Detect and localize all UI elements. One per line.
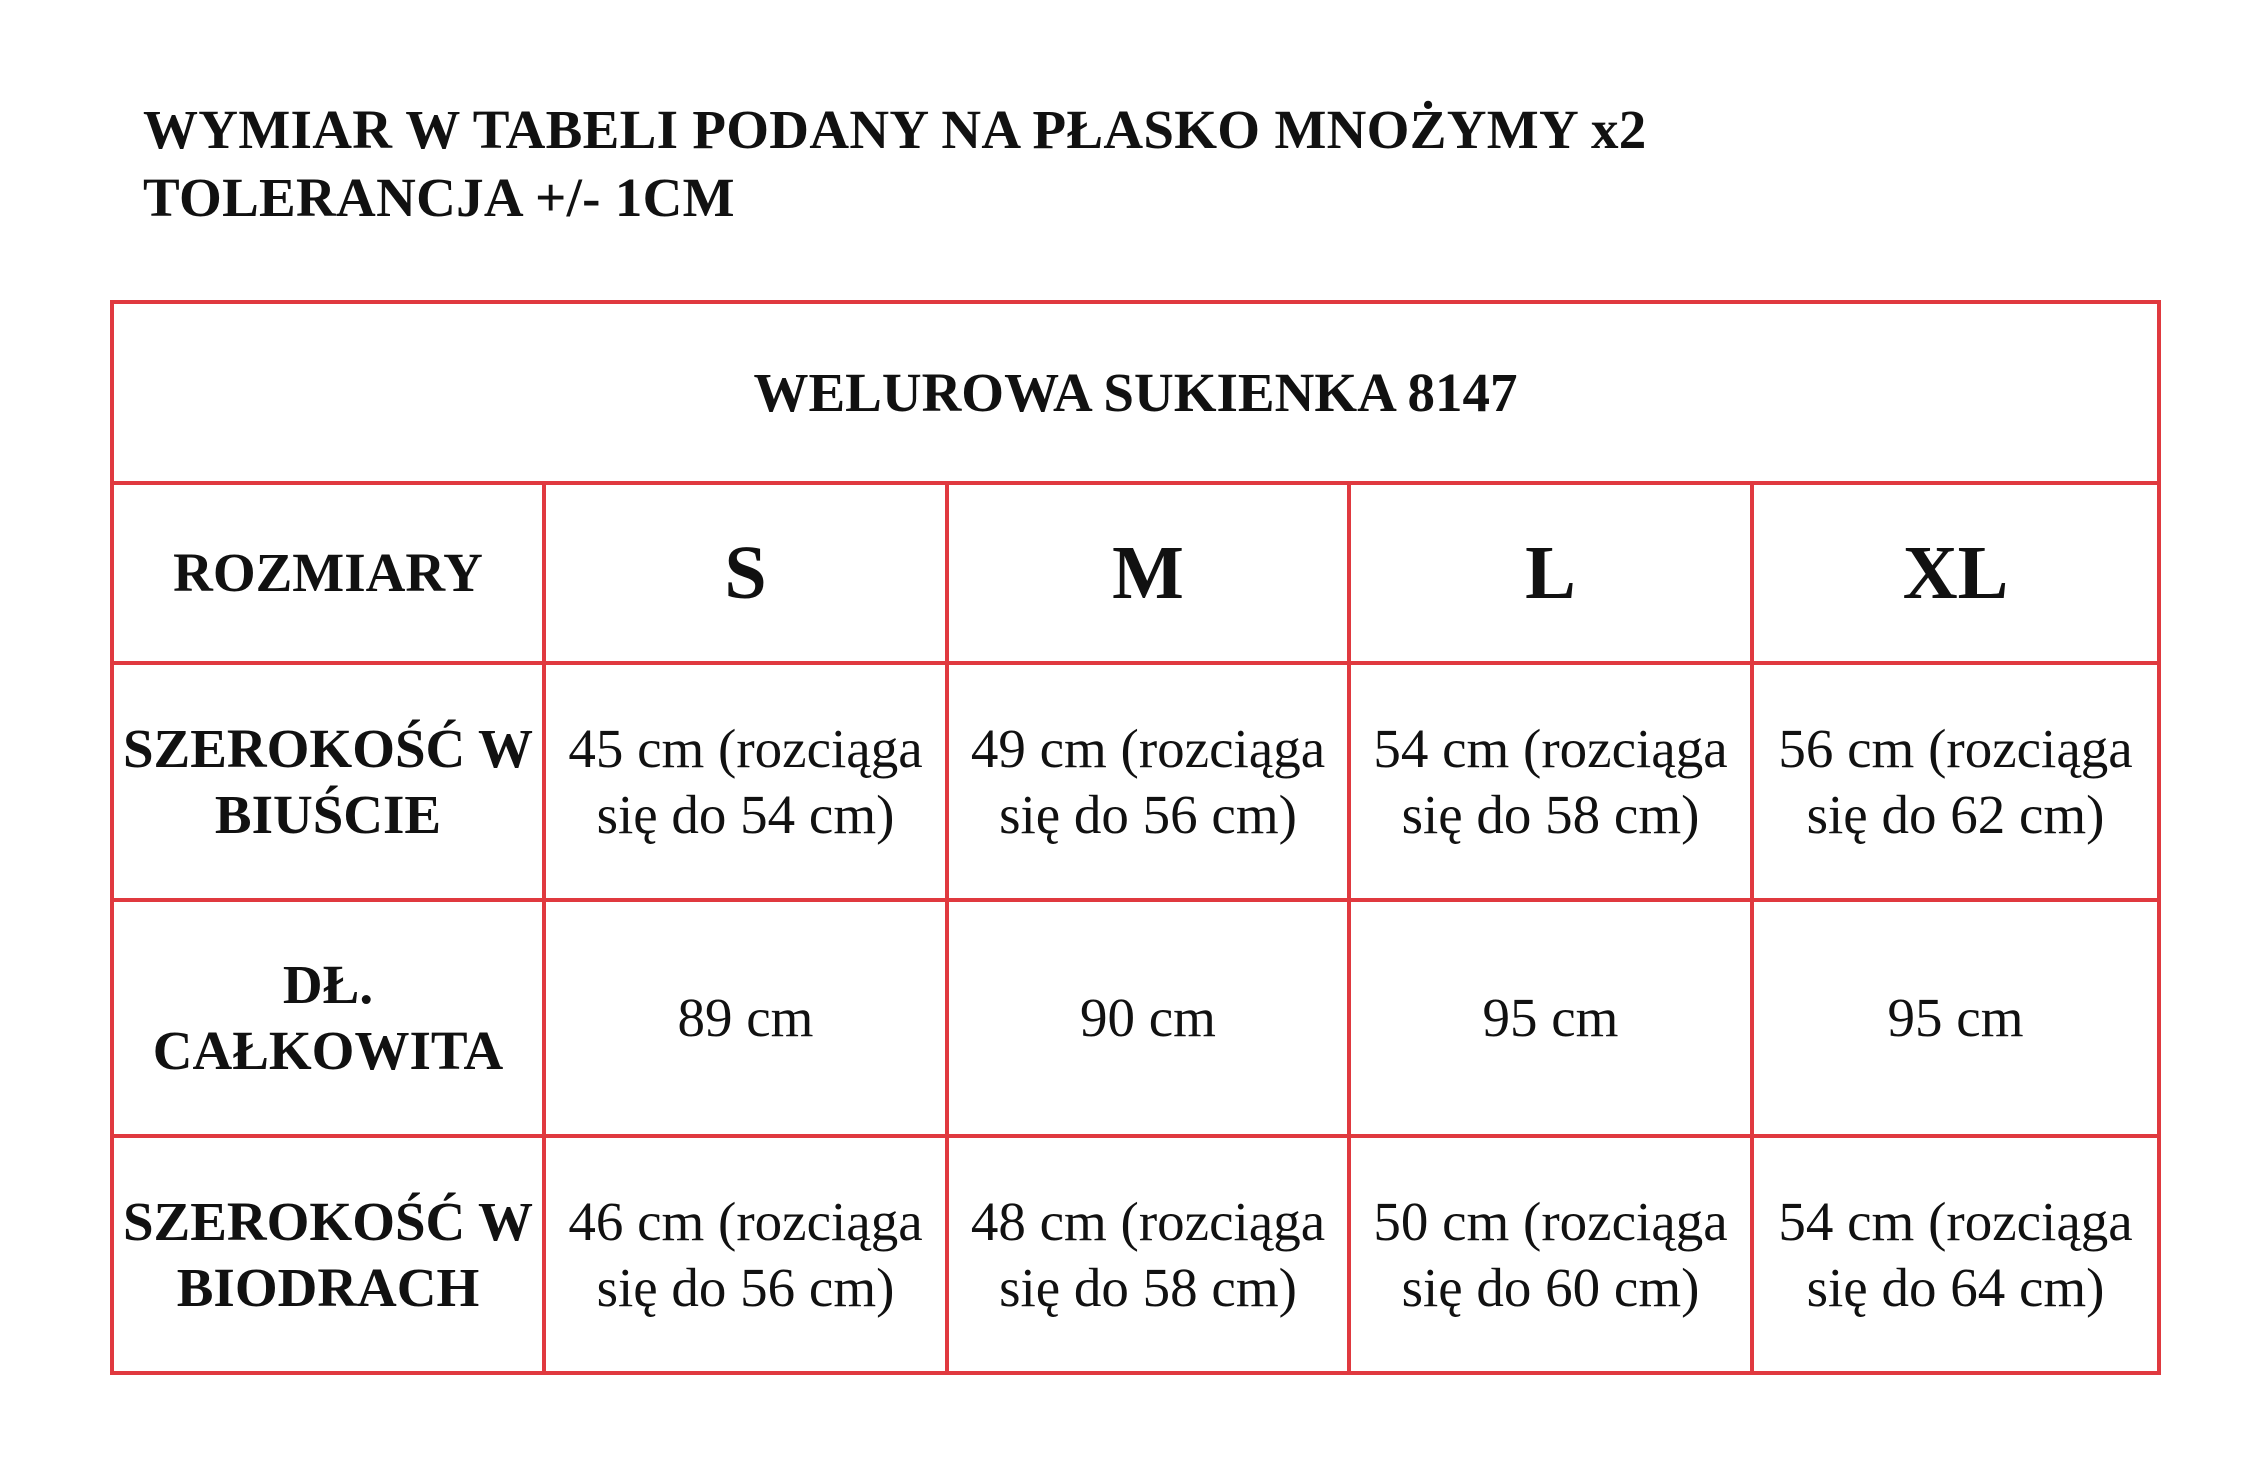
header-note <box>143 96 1647 232</box>
header-line-2: TOLERANCJA +/- 1CM <box>143 167 735 228</box>
table-row-hips <box>112 1136 2159 1373</box>
table-row-bust <box>112 663 2159 900</box>
size-header-m: M <box>947 483 1349 664</box>
hips-value-l: 50 cm (rozciąga się do 60 cm) <box>1349 1136 1752 1373</box>
size-header-s: S <box>544 483 947 664</box>
hips-value-s: 46 cm (rozciąga się do 56 cm) <box>544 1136 947 1373</box>
length-value-xl: 95 cm <box>1752 900 2159 1137</box>
row-label-hips: SZEROKOŚĆ W BIODRACH <box>112 1136 544 1373</box>
bust-value-l: 54 cm (rozciąga się do 58 cm) <box>1349 663 1752 900</box>
hips-value-m: 48 cm (rozciąga się do 58 cm) <box>947 1136 1349 1373</box>
size-chart-table <box>110 300 2161 1375</box>
length-value-l: 95 cm <box>1349 900 1752 1137</box>
row-label-length: DŁ. CAŁKOWITA <box>112 900 544 1137</box>
length-value-s: 89 cm <box>544 900 947 1137</box>
table-row-length <box>112 900 2159 1137</box>
bust-value-s: 45 cm (rozciąga się do 54 cm) <box>544 663 947 900</box>
table-title-row <box>112 302 2159 483</box>
bust-value-m: 49 cm (rozciąga się do 56 cm) <box>947 663 1349 900</box>
size-header-l: L <box>1349 483 1752 664</box>
header-line-1: WYMIAR W TABELI PODANY NA PŁASKO MNOŻYMY x2 <box>143 99 1647 160</box>
size-header-xl: XL <box>1752 483 2159 664</box>
length-value-m: 90 cm <box>947 900 1349 1137</box>
sizes-row <box>112 483 2159 664</box>
hips-value-xl: 54 cm (rozciąga się do 64 cm) <box>1752 1136 2159 1373</box>
row-label-bust: SZEROKOŚĆ W BIUŚCIE <box>112 663 544 900</box>
bust-value-xl: 56 cm (rozciąga się do 62 cm) <box>1752 663 2159 900</box>
sizes-row-label: ROZMIARY <box>112 483 544 664</box>
product-title: WELUROWA SUKIENKA 8147 <box>112 302 2159 483</box>
